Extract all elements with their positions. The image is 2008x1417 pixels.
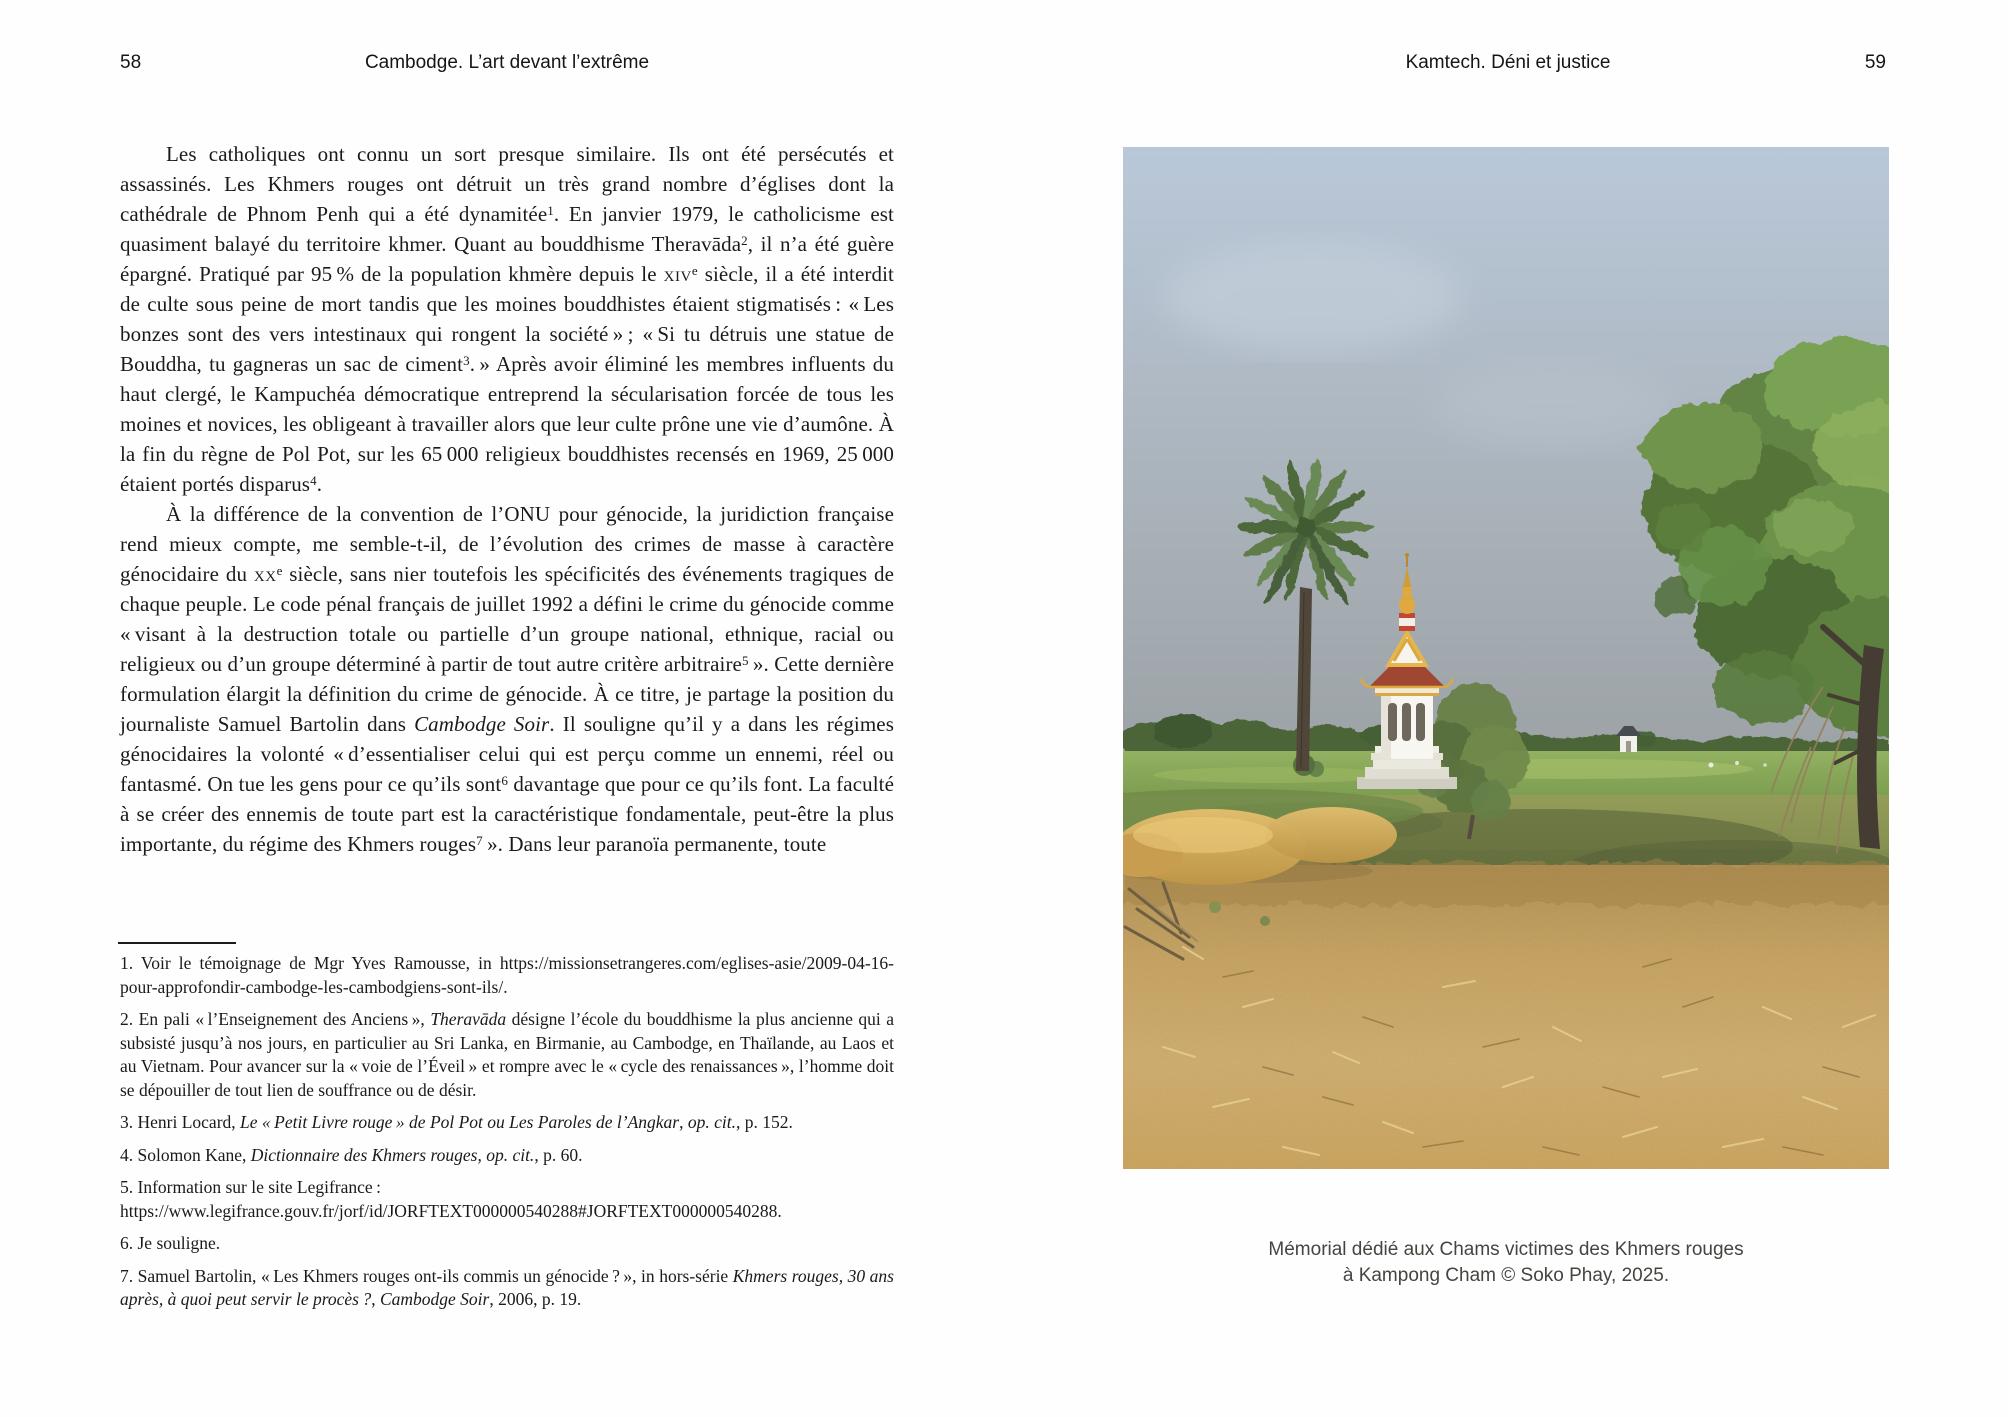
- running-header-left: Cambodge. L’art devant l’extrême: [364, 52, 650, 73]
- page-number-right: 59: [1864, 52, 1886, 73]
- running-header-area-left: [0, 52, 1004, 78]
- memorial-photo: [1123, 147, 1889, 1169]
- running-header-right: Kamtech. Déni et justice: [1405, 52, 1611, 73]
- photo-caption: [1123, 1237, 1889, 1289]
- footnote-rule: [118, 942, 236, 944]
- straw-piles: [1123, 807, 1397, 885]
- paragraph-2: À la différence de la convention de l’ONU pour génocide, la juridiction française rend mieux compte, me semble-t-il, de l’évolution des crimes de masse à caractère génocidaire du $xx^e$ siècle, sans nier toutefois les spécificités des événements tragiques de chaque peuple. Le code pénal français de juillet 1992 a défini le crime du génocide comme « visant à la destruction totale ou partielle d’un groupe national, ethnique, racial ou religieux ou d’un groupe déterminé à partir de tout autre critère arbitraire$^5$ ». Cette dernière formulation élargit la définition du crime de génocide. À ce titre, je partage la position du journaliste Samuel Bartolin dans Cambodge Soir. Il souligne qu’il y a dans les régimes génocidaires la volonté « d’essentialiser celui qui est perçu comme un ennemi, réel ou fantasmé. On tue les gens pour ce qu’ils sont$^6$ davantage que pour ce qu’ils font. La faculté à se créer des ennemis de toute part est la caractéristique fondamentale, peut-être la plus importante, du régime des Khmers rouges$^7$ ». Dans leur paranoïa permanente, toute: [120, 502, 895, 856]
- footnote-4: 4. Solomon Kane, Dictionnaire des Khmers rouges, op. cit., p. 60.: [120, 1144, 583, 1165]
- caption-line-2: à Kampong Cham © Soko Phay, 2025.: [1342, 1265, 1670, 1286]
- cloud: [1163, 242, 1463, 352]
- footnote-7: 7. Samuel Bartolin, « Les Khmers rouges ont-ils commis un génocide ? », in hors-série Khmers rouges, 30 ans après, à quoi peut servir le procès ?, Cambodge Soir, 2006, p. 19.: [120, 1265, 894, 1309]
- body-text: [120, 139, 894, 859]
- cloud-2: [1433, 365, 1673, 449]
- distant-cow: [1709, 763, 1714, 768]
- page-right: [1004, 0, 2008, 1417]
- page-number-left: 58: [120, 52, 142, 73]
- footnote-2: 2. En pali « l’Enseignement des Anciens », Theravāda désigne l’école du bouddhisme la plus ancienne qui a subsisté jusqu’à nos jours, en particulier au Sri Lanka, en Birmanie, au Cambodge, en Thaïlande, au Laos et au Vietnam. Pour avancer sur la « voie de l’Éveil » et rompre avec le « cycle des renaissances », l’homme doit se dépouiller de tout lien de souffrance ou de désir.: [120, 1009, 894, 1100]
- footnote-3: 3. Henri Locard, Le « Petit Livre rouge » de Pol Pot ou Les Paroles de l’Angkar, op. cit., p. 152.: [120, 1112, 793, 1132]
- caption-line-1: Mémorial dédié aux Chams victimes des Khmers rouges: [1268, 1239, 1744, 1260]
- footnote-1: 1. Voir le témoignage de Mgr Yves Ramousse, in https://missionsetrangeres.com/eglises-asie/2009-04-16-pour-approfondir-cambodge-les-cambodgiens-sont-ils/.: [120, 953, 894, 997]
- footnotes: [120, 952, 894, 1321]
- footnote-6: 6. Je souligne.: [120, 1233, 221, 1253]
- distant-cow-2: [1735, 761, 1739, 765]
- footnote-5: 5. Information sur le site Legifrance : https://www.legifrance.gouv.fr/jorf/id/JORFTEXT000000540288#JORFTEXT000000540288.: [120, 1177, 782, 1221]
- paragraph-1: Les catholiques ont connu un sort presque similaire. Ils ont été persécutés et assassinés. Les Khmers rouges ont détruit un très grand nombre d’églises dont la cathédrale de Phnom Penh qui a été dynamitée$^1$. En janvier 1979, le catholicisme est quasiment balayé du territoire khmer. Quant au bouddhisme Theravāda$^2$, il n’a été guère épargné. Pratiqué par 95 % de la population khmère depuis le xiv$^e$ siècle, il a été interdit de culte sous peine de mort tandis que les moines bouddhistes étaient stigmatisés : « Les bonzes sont des vers intestinaux qui rongent la société » ; « Si tu détruis une statue de Bouddha, tu gagneras un sac de ciment$^3$. » Après avoir éliminé les membres influents du haut clergé, le Kampuchéa démocratique entreprend la sécularisation forcée de tous les moines et novices, les obligeant à travailler alors que leur culte prône une vie d’aumône. À la fin du règne de Pol Pot, sur les 65 000 religieux bouddhistes recensés en 1969, 25 000 étaient portés disparus$^4$.: [120, 142, 894, 496]
- running-header-area-right: [1004, 52, 2008, 78]
